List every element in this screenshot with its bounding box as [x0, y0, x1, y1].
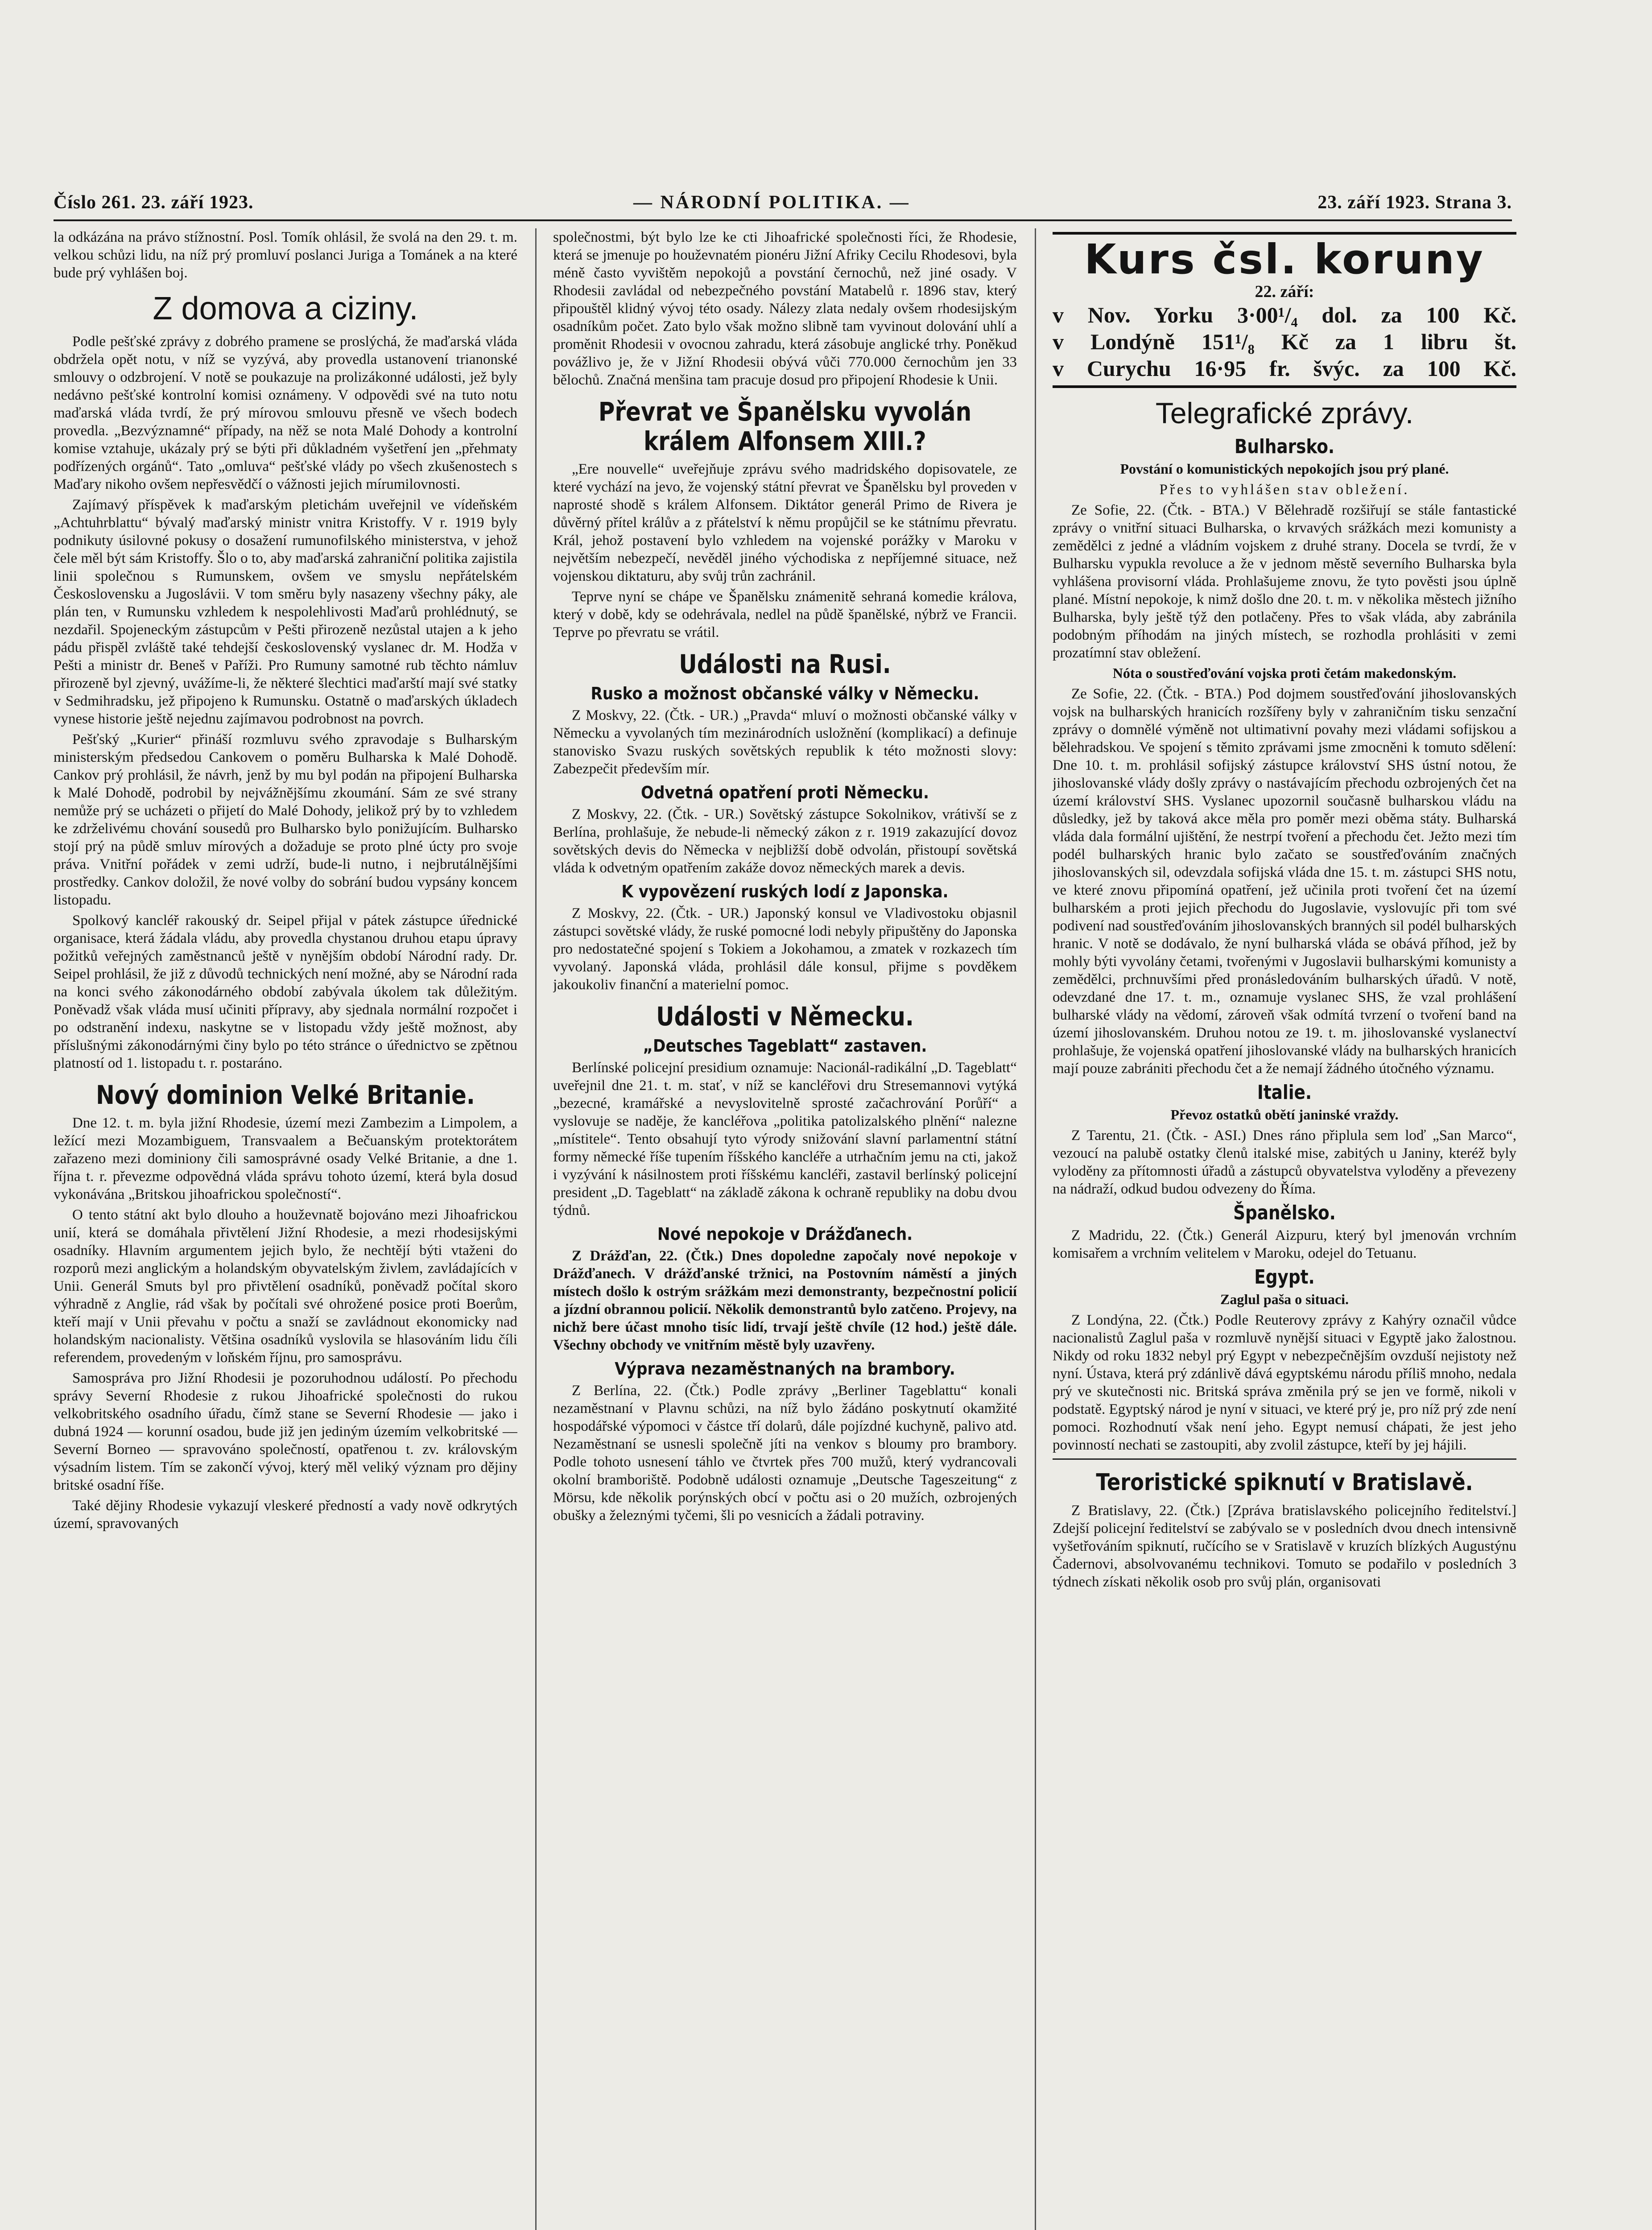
newspaper-page — [54, 187, 1516, 2230]
column-divider — [1035, 228, 1036, 2230]
paragraph: Z Londýna, 22. (Čtk.) Podle Reuterovy zprávy z Kahýry označil vůdce nacionalistů Zaglul paša v rozmluvě nynější situaci v Egyptě jako žalostnou. Nikdy od roku 1832 nebyl prý Egypt v nebezpečnějším ovzduší nejistoty než nyní. Ústava, která prý zdánlivě dává egyptskému národu příliš mnoho, nedala prý ve skutečnosti nic. Britská správa změnila prý se jen ve formě, nikoli v podstatě. Egyptský národ je nyní v situaci, ve které prý je, pro níž prý zde není pomoci. Rozhodnutí však není jeho. Egypt nemusí chápati, že jest jeho povinností nechati se zastoupiti, aby zvolil zástupce, kteří by jej hájili. — [1053, 1312, 1516, 1453]
column-1 — [54, 228, 517, 2230]
paragraph: Z Moskvy, 22. (Čtk. - UR.) Japonský konsul ve Vladivostoku objasnil zástupci sovětské vlády, že ruské pomocné lodi nebyly připuštěny do Japonska pro nedostatečné spojení s Tokiem a Jokohamou, a zmatek v rozkazech tím vyvolaný. Japonská vláda, prohlásil dále konsul, přijme s povděkem jakoukoliv finanční a materielní pomoc. — [553, 905, 1017, 993]
country-heading: Italie. — [1257, 1081, 1312, 1104]
exchange-rate-line: v Nov. Yorku 3·00¹/₄ dol. za 100 Kč. — [1053, 302, 1516, 327]
article-divider — [1053, 1458, 1516, 1460]
issue-number: Číslo 261. 23. září 1923. — [54, 192, 254, 213]
paragraph: Z Drážďan, 22. (Čtk.) Dnes dopoledne započaly nové nepokoje v Drážďanech. V drážďanské tržnici, na Postovním náměstí a jiných místech došlo k ostrým srážkám mezi demonstranty, bezpečnostní policií a jízdní obrannou policií. Několik demonstrantů bylo zatčeno. Projevy, na nichž bere účast mnoho tisíc lidí, trvají ještě chvíle (12 hod.) ještě dále. Všechny obchody ve vnitřním městě byly uzavřeny. — [553, 1248, 1017, 1353]
subheading: Rusko a možnost občanské války v Německu. — [591, 684, 979, 703]
column-divider — [535, 228, 537, 2230]
paragraph: Podle pešťské zprávy z dobrého pramene se proslýchá, že maďarská vláda obdržela opět notu, v níž se vyzývá, aby provedla ustanovení trianonské smlouvy o odzbrojení. V notě se poukazuje na prolizákonné události, jež byly nedávno pešťské kontrolní komisi oznámeny. V odpovědi své na tuto notu maďarská vláda tvrdí, že prý mírovou smlouvu přesně ve všech bodech provedla. „Bezvýznamné“ případy, na něž se nota Malé Dohody a kontrolní komise vztahuje, ukázaly prý se býti při důkladném vyšetření jen „přehmaty podřízených orgánů“. Tato „omluva“ pešťské vlády po všech zkušenostech s Maďary nikoho ovšem nepřesvědčí o vážnosti jejich mírumilovnosti. — [54, 334, 517, 492]
paragraph: Zajímavý příspěvek k maďarským pletichám uveřejnil ve vídeňském „Achtuhrblattu“ bývalý maďarský ministr vnitra Kristoffy. V r. 1919 byly podnikuty úsilovné pokusy o dosažení rumunofilského ministerstva, v jehož čele měl být sám Kristoffy. Šlo o to, aby maďarská zahraniční politika zajistila linii společnou s Rumunskem, ovšem ve smyslu nepřátelském Československu a Jugoslávii. V tom směru byly nasazeny všechny páky, ale plán ten, v Rumunsku vzhledem k nespolehlivosti Maďarů prohlédnutý, se nezdařil. Spojeneckým zástupcům v Pešti přirozeně nezůstal utajen a k jeho pádu přispěl zvláště také tehdejší československý vyslanec dr. M. Hodža v Pešti a ministr dr. Beneš v Paříži. Pro Rumuny samotné rub těchto námluv přirozeně byl zjevný, uvážíme-li, že některé šlechtici maďarští mají své statky v Sedmihradsku, jež připojeno k Rumunsku. Ostatně o maďarských úkladech vynese historie ještě nejednu zajímavou podrobnost na povrch. — [54, 497, 517, 727]
paragraph: „Ere nouvelle“ uveřejňuje zprávu svého madridského dopisovatele, ze které vychází na jevo, že vojenský státní převrat ve Španělsku byl proveden v naprosté shodě s králem Alfonsem. Diktátor generál Primo de Rivera je důvěrný přítel králův a z přátelství k němu propůjčil se ke státnímu převratu. Král, jehož postavení bylo vzhledem na vojenské porážky v Maroku v největším nebezpečí, nevěděl jiného východiska z nepříjemné situace, než vojenskou diktaturu, aby svůj trůn zachránil. — [553, 461, 1017, 584]
paragraph: Teprve nyní se chápe ve Španělsku známenitě sehraná komedie králova, který v době, kdy se odehrávala, nedlel na půdě španělské, nýbrž ve Francii. Teprve po převratu se vrátil. — [553, 589, 1017, 640]
subheading: Zaglul paša o situaci. — [1220, 1291, 1349, 1307]
paragraph: Z Madridu, 22. (Čtk.) Generál Aizpuru, který byl jmenován vrchním komisařem a vrchním velitelem v Maroku, odejel do Tetuanu. — [1053, 1227, 1516, 1261]
exchange-rate-title: Kurs čsl. koruny — [1084, 235, 1485, 283]
article-heading: Události na Rusi. — [679, 649, 891, 679]
subheading: Výprava nezaměstnaných na brambory. — [615, 1359, 955, 1379]
country-heading: Bulharsko. — [1234, 435, 1335, 458]
article-heading: Převrat ve Španělsku vyvolán králem Alfonsem XIII.? — [598, 396, 972, 456]
page-date: 23. září 1923. Strana 3. — [1317, 192, 1512, 213]
paragraph: O tento státní akt bylo dlouho a houževnatě bojováno mezi Jihoafrickou unií, která se domáhala přivtělení Jižní Rhodesie, a mezi rhodesijskými osadníky. Hlavním argumentem jejich bylo, že nechtějí býti vtaženi do rozporů mezi anglickým a holandským obyvatelským živlem, zavládajících v Unii. Generál Smuts byl pro přivtělení osadníků, poněvadž počítal skoro výhradně z Anglie, rád však by počítali své ohrožené posice proti Boerům, kteří mají v Unii převahu v počtu a snaží se zavládnout ekonomicky nad holandským nacionalisty. Většina osadníků vyslovila se hlasováním lidu číli referendem, provedeným v loňském říjnu, pro samosprávu. — [54, 1207, 517, 1366]
subheading: Povstání o komunistických nepokojích jsou prý plané. — [1120, 461, 1449, 477]
section-heading: Telegrafické zprávy. — [1155, 396, 1414, 429]
header-rule — [54, 219, 1512, 221]
paragraph: Z Berlína, 22. (Čtk.) Podle zprávy „Berliner Tageblattu“ konali nezaměstnaní v Plavnu schůzi, na níž bylo žádáno poskytnutí okamžité hospodářské výpomoci v částce tří dolarů, dále pojízdné kuchyně, palivo atd. Nezaměstnaní se usnesli společně jíti na venkov s bloumy pro brambory. Podle tohoto usnesení táhlo ve čtvrtek přes 700 mužů, který vydrancovali okolní bramboriště. Podobně události oznamuje „Deutsche Tageszeitung“ z Mörsu, kde několik porýnských obcí v počtu asi o 20 mužích, ozbrojených obušky a železnými tyčemi, šli po vesnicích a žádali potraviny. — [553, 1383, 1017, 1524]
paragraph: Z Bratislavy, 22. (Čtk.) [Zpráva bratislavského policejního ředitelství.] Zdejší policejní ředitelství se zabývalo se v posledních dvou dnech intensivně vyšetřováním spiknutí, ručícího se v Sratislavě v kruzích blízkých Augustýnu Čadernovi, absolvovanému technikovi. Tomuto se podařilo v posledních 3 týdnech získati několik osob pro svůj plán, organisovati — [1053, 1503, 1516, 1590]
paragraph: la odkázána na právo stížnostní. Posl. Tomík ohlásil, že svolá na den 29. t. m. velkou schůzi lidu, na níž prý promluví poslanci Juriga a Tománek a na které bude prý vyhlášen boj. — [54, 229, 517, 281]
paragraph: Také dějiny Rhodesie vykazují vleskeré předností a vady nově odkrytých území, spravovaných — [54, 1498, 517, 1532]
article-heading: Události v Německu. — [656, 1001, 914, 1032]
country-heading: Egypt. — [1254, 1266, 1315, 1288]
paragraph: Z Moskvy, 22. (Čtk. - UR.) Sovětský zástupce Sokolnikov, vrátivší se z Berlína, prohlašuje, že nebude-li německý zákon z r. 1919 zakazující dovoz sovětských devis do Německa v nejbližší době odvolán, přistoupí sovětská vláda k odvetným opatřením zakáže dovoz německých marek a devis. — [553, 806, 1017, 876]
subheading: „Deutsches Tageblatt“ zastaven. — [643, 1036, 927, 1056]
exchange-rate-date: 22. září: — [1255, 282, 1314, 301]
exchange-rate-line: v Curychu 16·95 fr. šv͏ýc. za 100 Kč. — [1053, 356, 1516, 381]
subheading: Odvetná opatření proti Německu. — [640, 783, 929, 802]
paragraph: Dne 12. t. m. byla jižní Rhodesie, území mezi Zambezim a Limpolem, a ležící mezi Mozambiguem, Transvaalem a Bečuanským protektorátem zařazeno mezi dominiony čili samosprávné osady Velké Britanie, a dne 1. října t. r. převezme odpovědná vláda správu tohoto území, která byla dosud vykonávána „Britskou jihoafrickou společností“. — [54, 1115, 517, 1202]
paragraph: Z Moskvy, 22. (Čtk. - UR.) „Pravda“ mluví o možnosti občanské války v Německu a vyvolaných tím mezinárodních usložnění (komplikací) a definuje stanovisko Svazu ruských sovětských republik k této možnosti slovy: Zabezpečit především mír. — [553, 707, 1017, 777]
article-heading: Teroristické spiknutí v Bratislavě. — [1096, 1469, 1473, 1496]
section-heading: Z domova a ciziny. — [153, 291, 418, 326]
country-heading: Španělsko. — [1233, 1202, 1336, 1224]
paragraph: Ze Sofie, 22. (Čtk. - BTA.) Pod dojmem soustřeďování jihoslovanských vojsk na bulharských hranicích rozšířeny byly v zahraničním tisku senzační zprávy o domnělé výměně not ultimativní povahy mezi vládami sofijskou a bělehradskou. Ve spojení s těmito zprávami jsme zmocněni k tomuto sdělení: Dne 10. t. m. prohlásil sofijský zástupce království SHS ústní notou, že jihoslovanské vlády došly zprávy o nastávajícím přechodu ozbrojených čet na území království SHS. Vyslanec upozornil současně bulharskou vládu na důsledky, jež by taková akce měla pro poměr mezi oběma státy. Bulharská vláda dala formální ujištění, že nestrpí tvoření a přechodu čet. Ježto mezi tím podél bulharských hranic bylo začato se soustřeďováním značných jihoslovanských sil, odevzdala sofijská vláda dne 15. t. m. zástupci SHS notu, ve které znovu připomíná opatření, jež učinila proti tvoření čet na území bulharském a proti jejich přechodu do Jugoslavie, vyslovujíc při tom své podivení nad soustřeďováním jihoslovanských branných sil podél bulharských hranic. V notě se dodávalo, že nyní bulharská vláda se obává příhod, jež by mohly býti vyvolány četami, tvořenými v Jugoslavii bulharskými komunisty a zemědělci, prchnuvšími před pronásledováním bulharských úřadů. V notě, odevzdané dne 17. t. m., oznamuje vyslanec SHS, že vzal prohlášení bulharské vlády na vědomí, zároveň však odmítá tvrzení o tvoření band na území jihoslovanském. Druhou notou ze 19. t. m. jihoslovanské vyslanectví prohlašuje, že vojenská opatření jihoslovanské vlády na bulharských hranicích mají pouze zabrániti přechodu čet a že nemají žádného útočného významu. — [1053, 686, 1516, 1077]
exchange-rate-line: v Londýně 151¹/₈ Kč za 1 libru št. — [1053, 329, 1516, 354]
paragraph: Z Tarentu, 21. (Čtk. - ASI.) Dnes ráno připlula sem loď „San Marco“, vezoucí na palubě ostatky členů italské mise, zabitých u Janiny, kteréž byly vyloděny za přítomnosti úřadů a zástupců obyvatelstva vyloděny a převezeny na nádraží, odkud budou odvezeny do Říma. — [1053, 1127, 1516, 1197]
paragraph: Pešťský „Kurier“ přináší rozmluvu svého zpravodaje s Bulharským ministerským předsedou Cankovem o poměru Bulharska k Malé Dohodě. Cankov prý prohlásil, že návrh, jenž by mu byl podán na připojení Bulharska k Malé Dohodě, podrobil by nejvážnějšímu zkoumání. Sám ze své strany nemůže prý se ucházeti o přijetí do Malé Dohody, jelikož prý by to vzhledem ke zdrželivému chování sousedů pro Bulharsko bylo ponižujícím. Bulharsko stojí prý na půdě smluv mírových a dožaduje se proto plné úcty pro svoje práva. Vnitřní pořádek v zemi udrží, bude-li nutno, i nejbrutálnějšími prostředky. Cankov doložil, že nové volby do sobrání budou vypsány koncem listopadu. — [54, 731, 517, 908]
masthead: — NÁRODNÍ POLITIKA. — — [633, 192, 910, 213]
subheading: K vypovězení ruských lodí z Japonska. — [621, 882, 949, 901]
paragraph: Samospráva pro Jižní Rhodesii je pozoruhodnou událostí. Po přechodu správy Severní Rhodesie z rukou Jihoafrické společnosti do rukou velkobritského osadního úřadu, čímž stane se Severní Rhodesie — jako i dubná 1924 — korunní osadou, bude již jen jediným územím velkobritské — Severní Borneo — spravováno společností, opatřenou t. zv. královským výsadním listem. Tím se zakončí vývoj, který měl veliký význam pro dějiny britské osadní říše. — [54, 1370, 517, 1493]
subheading: Nové nepokoje v Drážďanech. — [657, 1224, 913, 1244]
article-heading: Nový dominion Velké Britanie. — [96, 1080, 475, 1110]
subheading: Převoz ostatků obětí janinské vraždy. — [1170, 1107, 1399, 1123]
paragraph: Přes to vyhlášen stav obležení. — [1159, 482, 1410, 498]
paragraph: Spolkový kancléř rakouský dr. Seipel přijal v pátek zástupce úřednické organisace, která žádala vládu, aby provedla chystanou druhou etapu úpravy požitků veřejných zaměstnanců ještě v nynějším období Národní rady. Dr. Seipel prohlásil, že již z důvodů technických není možné, aby se Národní rada na konci svého zákonodárného období zabývala úkolem tak důležitým. Poněvadž však vláda musí učiniti přípravy, aby sjednala normální rozpočet i po odstranění indexu, naskytne se v listopadu vždy ještě možnost, aby příslušnými zákonodárnými činy bylo po této stránce o úřednictvo se zpětnou platností od 1. listopadu t. r. postaráno. — [54, 913, 517, 1071]
column-3 — [1053, 228, 1516, 2230]
subheading: Nóta o soustřeďování vojska proti četám makedonským. — [1112, 665, 1457, 681]
column-2 — [553, 228, 1017, 2230]
paragraph: společnostmi, být bylo lze ke cti Jihoafrické společnosti říci, že Rhodesie, která se jmenuje po houževnatém pionéru Jižní Afriky Cecilu Rhodesovi, byla méně často vyvištěm nepokojů a povstání černochů, než jiné osady. V Rhodesii zavládal od nebezpečného povstání Matabelů r. 1896 stav, který připouštěl klidný vývoj této osady. Nálezy zlata nedaly ovšem rhodesijským osadníkům počet. Zato bylo však možno slibně tam vyvinout dolování uhlí a proměnit Rhodesii v ovocnou zahradu, která zásobuje anglické trhy. Poněkud povážlivo je, že v Jižní Rhodesii obývá vůči 770.000 černochům jen 33 bělochů. Značná menšina tam pracuje dosud pro připojení Rhodesie k Unii. — [553, 229, 1017, 388]
exchange-rate-box — [1053, 232, 1516, 388]
page-header — [54, 187, 1512, 219]
paragraph: Berlínské policejní presidium oznamuje: Nacionál-radikální „D. Tageblatt“ uveřejnil dne 21. t. m. stať, v níž se kancléřovi dru Stresemannovi vytýká „bezecné, kramářské a nevyslovitelně sprosté začachrování Porůří“ a vyslovuje se naděje, že kancléřova „politika patolizalského plnění“ nalezne „místitele“. Tento obsahují tyto výrody snižování slavní parlamentní státní formy německé říše tupením říšského kancléře a utrhačním jemu na cti, jakož i vyzývání k násilnostem proti říšskému kancléři, zastavil berlínský policejní president „D. Tageblatt“ na základě zákona k ochraně republiky na dobu dvou týdnů. — [553, 1060, 1017, 1218]
paragraph: Ze Sofie, 22. (Čtk. - BTA.) V Bělehradě rozšiřují se stále fantastické zprávy o vnitřní situaci Bulharska, o krvavých srážkách mezi komunisty a zemědělci z jedné a vládním vojskem z druhé strany. Docela se tvrdí, že v Bulharsku vypukla revoluce a že v jednom městě severního Bulharska byla vyhlášena provisorní vláda. Prohlašujeme znovu, že tyto pověsti jsou úplně plané. Místní nepokoje, k nimž došlo dne 20. t. m. v několika městech jižního Bulharska, byly ještě týž den potlačeny. Přes to však vláda, aby zabránila podobným příhodám na jiných místech, se rozhodla prohlásiti v zemi prozatímní stav obležení. — [1053, 502, 1516, 661]
